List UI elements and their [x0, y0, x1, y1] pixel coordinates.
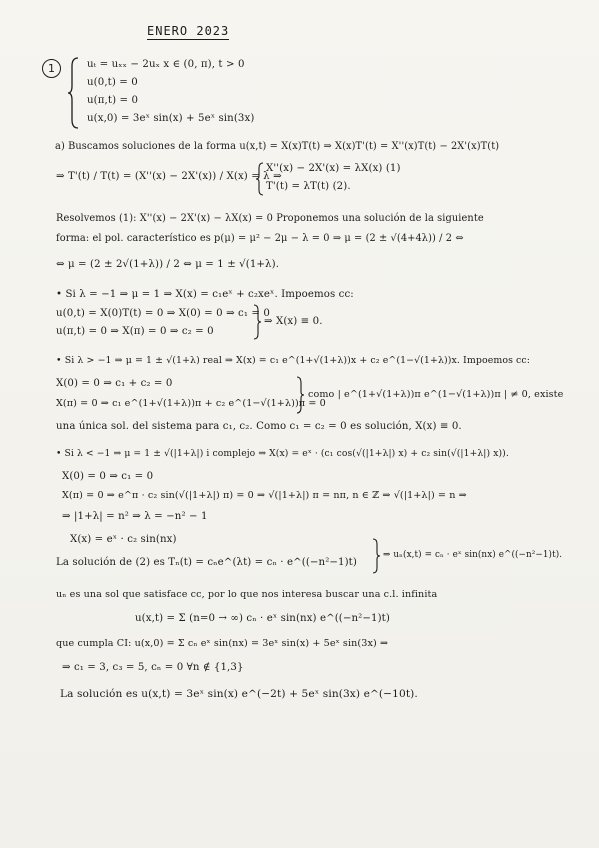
t-solution: La solución de (2) es Tₙ(t) = cₙe^(λt) = cₙ · e^((−n²−1)t) — [56, 557, 357, 568]
initial-condition: que cumpla CI: u(x,0) = Σ cₙ eˣ sin(nx) = 3eˣ sin(x) + 5eˣ sin(3x) ⇒ — [56, 638, 389, 649]
determinant-note: como | e^(1+√(1+λ))π e^(1−√(1+λ))π | ≠ 0, existe — [308, 389, 564, 400]
unique-solution-note: una única sol. del sistema para c₁, c₂. Como c₁ = c₂ = 0 es solución, X(x) ≡ 0. — [56, 421, 462, 432]
part-a-intro: a) Buscamos soluciones de la forma u(x,t) = X(x)T(t) ⇒ X(x)T'(t) = X''(x)T(t) − 2X'(x)T(t) — [55, 141, 500, 152]
page-title: ENERO 2023 — [147, 24, 230, 38]
solve-eq-1: Resolvemos (1): X''(x) − 2X'(x) − λX(x) = 0 Proponemos una solución de la siguiente — [56, 213, 484, 224]
case-gt-brace-icon — [296, 376, 304, 414]
lambda-eigenvalues: ⇒ |1+λ| = n² ⇒ λ = −n² − 1 — [62, 511, 208, 522]
ode-brace-icon — [256, 162, 264, 196]
case-eq-bc1: u(0,t) = X(0)T(t) = 0 ⇒ X(0) = 0 ⇒ c₁ = 0 — [56, 308, 270, 319]
case-gt-bc2: X(π) = 0 ⇒ c₁ e^(1+√(1+λ))π + c₂ e^(1−√(1+λ))π = 0 — [56, 398, 326, 409]
eigenfunction: X(x) = eˣ · c₂ sin(nx) — [70, 534, 177, 545]
case-eq-result: ⇒ X(x) ≡ 0. — [264, 316, 323, 327]
roots-simplified: ⇔ μ = (2 ± 2√(1+λ)) / 2 ⇔ μ = 1 ± √(1+λ). — [56, 259, 280, 270]
characteristic-poly: forma: el pol. característico es p(μ) = μ² − 2μ − λ = 0 ⇒ μ = (2 ± √(4+4λ)) / 2 ⇔ — [56, 233, 464, 244]
case-lt-bc1: X(0) = 0 ⇒ c₁ = 0 — [62, 471, 154, 482]
case-gt-bc1: X(0) = 0 ⇒ c₁ + c₂ = 0 — [56, 378, 173, 389]
system-bc-left: u(0,t) = 0 — [87, 77, 138, 88]
separation-ratio: ⇒ T'(t) / T(t) = (X''(x) − 2X'(x)) / X(x) = λ ⇒ — [56, 171, 282, 182]
ode-t: T'(t) = λT(t) (2). — [266, 181, 351, 192]
ode-x: X''(x) − 2X'(x) = λX(x) (1) — [266, 163, 401, 174]
case-lambda-lt: • Si λ < −1 ⇒ μ = 1 ± √(|1+λ|) i complejo ⇒ X(x) = eˣ · (c₁ cos(√(|1+λ|) x) + c₂ sin(√(|1+λ|) x)). — [56, 448, 509, 459]
system-brace-icon — [68, 56, 80, 130]
un-brace-icon — [372, 538, 380, 574]
case-lambda-eq: • Si λ = −1 ⇒ μ = 1 ⇒ X(x) = c₁eˣ + c₂xeˣ. Impoemos cc: — [56, 289, 354, 300]
case-eq-brace-icon — [253, 304, 261, 340]
case-lambda-gt: • Si λ > −1 ⇒ μ = 1 ± √(1+λ) real ⇒ X(x) = c₁ e^(1+√(1+λ))x + c₂ e^(1−√(1+λ))x. Impoemos cc: — [56, 355, 531, 366]
superposition-note: uₙ es una sol que satisface cc, por lo que nos interesa buscar una c.l. infinita — [56, 589, 438, 600]
case-lt-bc2: X(π) = 0 ⇒ e^π · c₂ sin(√(|1+λ|) π) = 0 ⇒ √(|1+λ|) π = nπ, n ∈ ℤ ⇒ √(|1+λ|) = n ⇒ — [62, 490, 467, 501]
system-pde: uₜ = uₓₓ − 2uₓ x ∈ (0, π), t > 0 — [87, 59, 245, 70]
series-solution: u(x,t) = Σ (n=0 → ∞) cₙ · eˣ sin(nx) e^((−n²−1)t) — [135, 613, 390, 624]
un-solution: ⇒ uₙ(x,t) = cₙ · eˣ sin(nx) e^((−n²−1)t). — [383, 550, 563, 560]
problem-number: 1 — [42, 59, 61, 78]
case-eq-bc2: u(π,t) = 0 ⇒ X(π) = 0 ⇒ c₂ = 0 — [56, 326, 214, 337]
final-solution: La solución es u(x,t) = 3eˣ sin(x) e^(−2t) + 5eˣ sin(3x) e^(−10t). — [60, 688, 418, 700]
system-ic: u(x,0) = 3eˣ sin(x) + 5eˣ sin(3x) — [87, 113, 255, 124]
coefficients: ⇒ c₁ = 3, c₃ = 5, cₙ = 0 ∀n ∉ {1,3} — [62, 662, 244, 673]
system-bc-right: u(π,t) = 0 — [87, 95, 139, 106]
